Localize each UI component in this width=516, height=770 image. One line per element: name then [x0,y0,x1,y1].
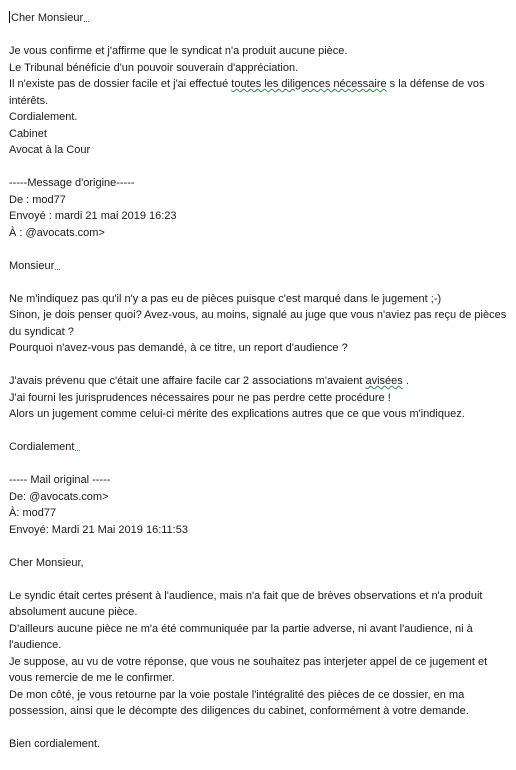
spellcheck-mark [75,450,80,451]
signature-line-1: Cabinet [9,127,47,140]
origin-separator: -----Message d'origine----- [9,177,135,189]
original-sent: Envoyé: Mardi 21 Mai 2019 16:11:53 [9,523,188,536]
reply-closing: Cordialement. [9,111,78,123]
origin-sent: Envoyé : mardi 21 mai 2019 16:23 [9,210,177,222]
lawyer-line-5: Je suppose, au vu de votre réponse, que vous ne souhaitez pas interjeter appel de ce jugement et [9,655,488,668]
client-closing: Cordialement [9,441,75,453]
lawyer-line-7: De mon côté, je vous retourne par la voie postale l'intégralité des pièces de ce dossier, en ma [9,688,465,701]
reply-greeting: Cher Monsieur [11,12,84,24]
client-greeting: Monsieur [9,259,55,272]
client-line-7: Alors un jugement comme celui-ci mérite des explications autres que ce que vous m'indiquez. [9,408,465,420]
signature-line-2: Avocat à la Cour [9,144,91,156]
reply-paragraph-3-cont: intérêts. [9,94,49,107]
lawyer-line-8: possession, ainsi que le décompte des diligences du cabinet, conformément à votre demande. [9,705,469,717]
spellcheck-mark [84,21,89,22]
client-greeting-line [9,258,509,275]
origin-from: De : mod77 [9,193,66,206]
lawyer-line-6: vous remercie de me le confirmer. [9,672,175,684]
client-line-6: J'ai fourni les jurisprudences nécessaires pour ne pas perdre cette procédure ! [9,391,391,404]
reply-paragraph-1: Je vous confirme et j'affirme que le syndicat n'a produit aucune pièce. [9,45,348,57]
client-line-4: Pourquoi n'avez-vous pas demandé, à ce titre, un report d'audience ? [9,342,348,354]
original-to: À: mod77 [9,507,57,519]
client-closing-line [9,439,509,456]
lawyer-line-2: absolument aucune pièce. [9,606,138,618]
reply-greeting-line [9,10,509,27]
reply-paragraph-3: Il n'existe pas de dossier facile et j'ai effectué toutes les diligences nécessaire s la défense de vos [9,78,485,90]
email-document[interactable] [9,10,509,753]
lawyer-greeting: Cher Monsieur, [9,556,84,569]
grammar-flag: toutes les diligences nécessaire [231,78,387,90]
lawyer-line-3: D'ailleurs aucune pièce ne m'a été communiquée par la partie adverse, ni avant l'audience, ni à [9,622,473,635]
client-line-1: Ne m'indiquez pas qu'il n'y a pas eu de pièces puisque c'est marqué dans le jugement ;-) [9,292,442,305]
lawyer-line-1: Le syndic était certes présent à l'audience, mais n'a fait que de brèves observations et n'a produit [9,589,483,602]
text-cursor [9,11,10,23]
lawyer-line-4: l'audience. [9,639,62,651]
client-line-5: J'avais prévenu que c'était une affaire facile car 2 associations m'avaient avisées . [9,375,409,387]
reply-paragraph-2: Le Tribunal bénéficie d'un pouvoir souverain d'appréciation. [9,61,299,74]
grammar-flag: avisées [365,375,403,387]
client-line-3: du syndicat ? [9,325,74,338]
original-separator: ----- Mail original ----- [9,474,111,486]
lawyer-closing: Bien cordialement. [9,738,101,750]
spellcheck-mark [55,269,60,270]
origin-to: À : @avocats.com> [9,226,105,239]
original-from: De: @avocats.com> [9,490,109,503]
client-line-2: Sinon, je dois penser quoi? Avez-vous, au moins, signalé au juge que vous n'aviez pas reçu de pièces [9,309,507,321]
